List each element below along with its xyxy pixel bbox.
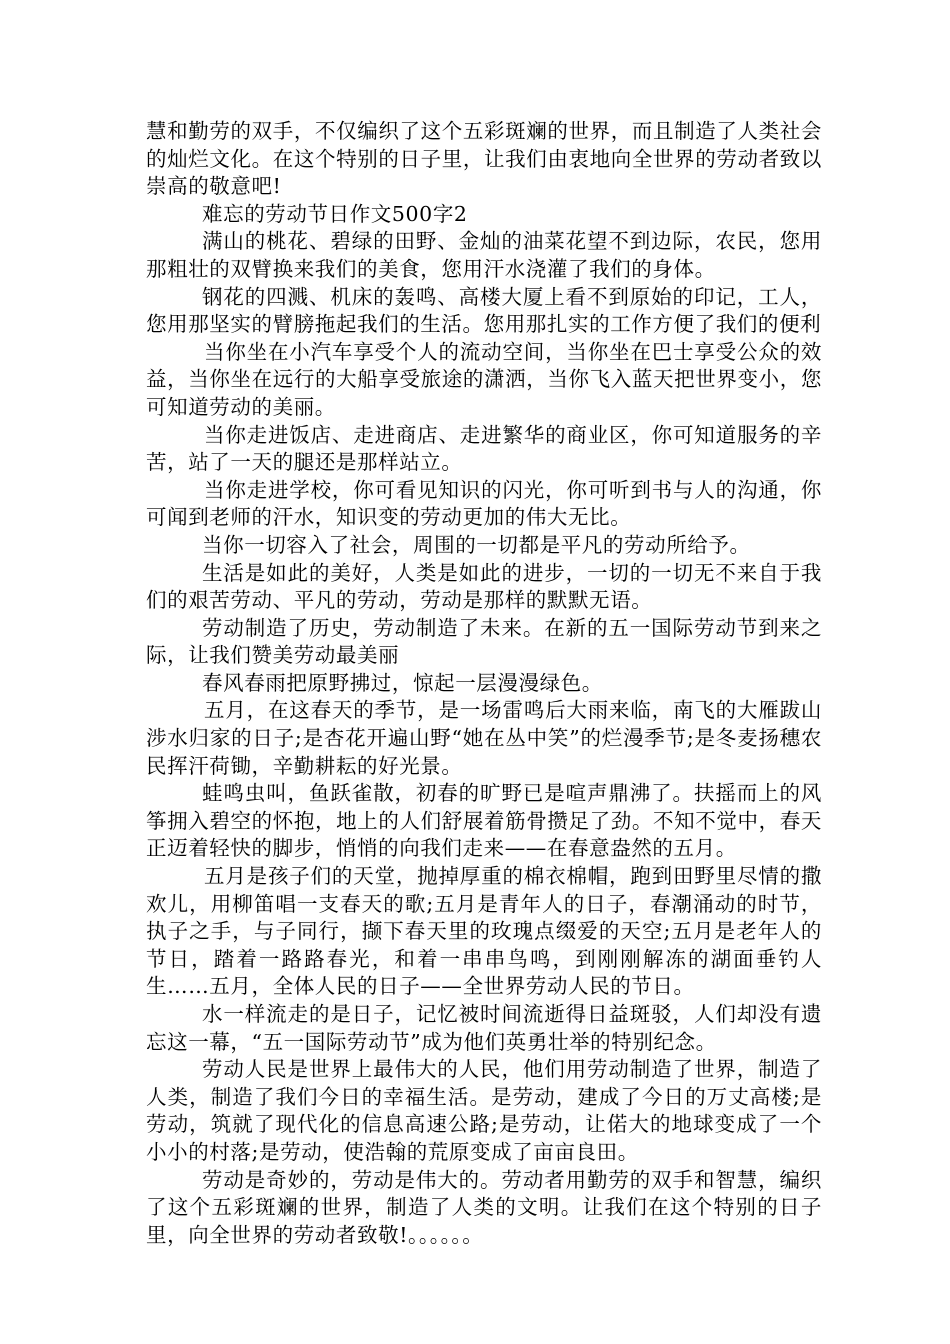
section-heading: 难忘的劳动节日作文500字2 [202,201,468,226]
paragraph: 春风春雨把原野拂过，惊起一层漫漫绿色。 [202,670,603,695]
paragraph: 生活是如此的美好，人类是如此的进步，一切的一切无不来自于我们的艰苦劳动、平凡的劳动，劳动是那样的默默无语。 [146,560,822,613]
document-page [146,118,822,1249]
paragraph: 钢花的四溅、机床的轰鸣、高楼大厦上看不到原始的印记，工人，您用那坚实的臂膀拖起我们的生活。您用那扎实的工作方便了我们的便利 [146,284,822,337]
paragraph: 五月是孩子们的天堂，抛掉厚重的棉衣棉帽，跑到田野里尽情的撒欢儿，用柳笛唱一支春天的歌;五月是青年人的日子，春潮涌动的时节，执子之手，与子同行，撷下春天里的玫瑰点缀爱的天空;五月是老年人的节日，踏着一路路春光，和着一串串鸟鸣，到刚刚解冻的湖面垂钓人生……五月，全体人民的日子——全世界劳动人民的节日。 [146,864,822,999]
paragraph: 当你一切容入了社会，周围的一切都是平凡的劳动所给予。 [202,532,751,557]
paragraph: 五月，在这春天的季节，是一场雷鸣后大雨来临，南飞的大雁跋山涉水归家的日子;是杏花开遍山野“她在丛中笑”的烂漫季节;是冬麦扬穗农民挥汗荷锄，辛勤耕耘的好光景。 [146,698,822,778]
paragraph: 当你走进饭店、走进商店、走进繁华的商业区，你可知道服务的辛苦，站了一天的腿还是那样站立。 [146,422,822,475]
paragraph: 满山的桃花、碧绿的田野、金灿的油菜花望不到边际，农民，您用那粗壮的双臂换来我们的美食，您用汗水浇灌了我们的身体。 [146,229,822,281]
paragraph: 水一样流走的是日子，记忆被时间流逝得日益斑驳，人们却没有遗忘这一幕，“五一国际劳动节”成为他们英勇壮举的特别纪念。 [146,1002,822,1054]
paragraph: 蛙鸣虫叫，鱼跃雀散，初春的旷野已是喧声鼎沸了。扶摇而上的风筝拥入碧空的怀抱，地上的人们舒展着筋骨攒足了劲。不知不觉中，春天正迈着轻快的脚步，悄悄的向我们走来——在春意盎然的五月。 [146,781,822,861]
paragraph: 劳动制造了历史，劳动制造了未来。在新的五一国际劳动节到来之际，让我们赞美劳动最美丽 [146,615,822,668]
paragraph: 当你坐在小汽车享受个人的流动空间，当你坐在巴士享受公众的效益，当你坐在远行的大船享受旅途的潇洒，当你飞入蓝天把世界变小，您可知道劳动的美丽。 [146,339,822,419]
paragraph: 劳动是奇妙的，劳动是伟大的。劳动者用勤劳的双手和智慧，编织了这个五彩斑斓的世界，制造了人类的文明。让我们在这个特别的日子里，向全世界的劳动者致敬!。。。。。。 [146,1167,822,1247]
paragraph: 当你走进学校，你可看见知识的闪光，你可听到书与人的沟通，你可闻到老师的汗水，知识变的劳动更加的伟大无比。 [146,477,822,530]
paragraph: 劳动人民是世界上最伟大的人民，他们用劳动制造了世界，制造了人类，制造了我们今日的幸福生活。是劳动，建成了今日的万丈高楼;是劳动，筑就了现代化的信息高速公路;是劳动，让偌大的地球变成了一个小小的村落;是劳动，使浩翰的荒原变成了亩亩良田。 [146,1057,822,1164]
paragraph-continuation: 慧和勤劳的双手，不仅编织了这个五彩斑斓的世界，而且制造了人类社会的灿烂文化。在这个特别的日子里，让我们由衷地向全世界的劳动者致以崇高的敬意吧! [146,119,822,199]
